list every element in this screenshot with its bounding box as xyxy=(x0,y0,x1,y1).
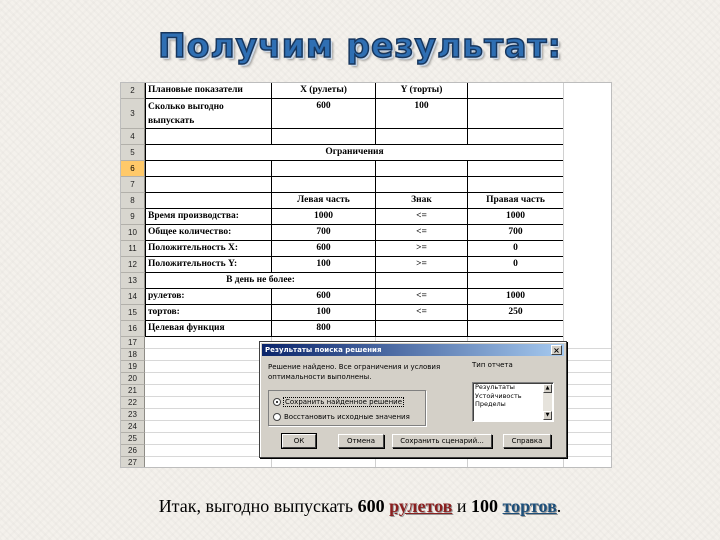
solver-results-dialog[interactable] xyxy=(259,341,567,458)
cell-a4[interactable] xyxy=(145,129,271,145)
caption-rolls-word: рулетов xyxy=(389,496,453,516)
row-header-20[interactable]: 20 xyxy=(121,373,145,385)
row-header-10[interactable]: 10 xyxy=(121,225,145,241)
row-header-8[interactable]: 8 xyxy=(121,193,145,209)
row-header-5[interactable]: 5 xyxy=(121,145,145,161)
row-header-2[interactable]: 2 xyxy=(121,83,145,99)
cell-c15[interactable]: <= xyxy=(375,305,467,321)
cell-a16[interactable]: Целевая функция xyxy=(145,321,271,337)
cell-d7[interactable] xyxy=(467,177,563,193)
row-header-12[interactable]: 12 xyxy=(121,257,145,273)
row-header-6[interactable]: 6 xyxy=(121,161,145,177)
caption-cakes-word: тортов xyxy=(502,496,557,516)
solution-option-group xyxy=(268,390,426,426)
dialog-titlebar[interactable] xyxy=(262,344,564,356)
scroll-up-icon[interactable]: ▲ xyxy=(543,384,552,393)
cell-c9[interactable]: <= xyxy=(375,209,467,225)
caption-and: и xyxy=(452,496,472,516)
cell-c11[interactable]: >= xyxy=(375,241,467,257)
cell-c12[interactable]: >= xyxy=(375,257,467,273)
cell-b2[interactable]: X (рулеты) xyxy=(271,83,375,99)
cell-b6[interactable] xyxy=(271,161,375,177)
row-header-13[interactable]: 13 xyxy=(121,273,145,289)
cancel-button[interactable]: Отмена xyxy=(338,434,384,448)
radio-restore-label: Восстановить исходные значения xyxy=(284,413,410,421)
report-type-item[interactable]: Пределы xyxy=(475,400,506,408)
ok-button[interactable]: ОК xyxy=(282,434,316,448)
cell-c16[interactable] xyxy=(375,321,467,337)
cell-a12[interactable]: Положительность Y: xyxy=(145,257,271,273)
cell-d16[interactable] xyxy=(467,321,563,337)
cell-d15[interactable]: 250 xyxy=(467,305,563,321)
row-header-22[interactable]: 22 xyxy=(121,397,145,409)
cell-a6[interactable] xyxy=(145,161,271,177)
cell-d12[interactable]: 0 xyxy=(467,257,563,273)
row-header-25[interactable]: 25 xyxy=(121,433,145,445)
cell-c2[interactable]: Y (торты) xyxy=(375,83,467,99)
cell-b15[interactable]: 100 xyxy=(271,305,375,321)
cell-c7[interactable] xyxy=(375,177,467,193)
radio-selected-icon[interactable] xyxy=(273,398,281,406)
report-type-list[interactable] xyxy=(472,382,554,422)
radio-unselected-icon[interactable] xyxy=(273,413,281,421)
cell-b14[interactable]: 600 xyxy=(271,289,375,305)
radio-keep-solution[interactable] xyxy=(273,398,403,406)
radio-keep-label: Сохранить найденное решение xyxy=(285,398,403,406)
cell-d13[interactable] xyxy=(467,273,563,289)
cell-d8[interactable]: Правая часть xyxy=(467,193,563,209)
row-header-15[interactable]: 15 xyxy=(121,305,145,321)
row-header-21[interactable]: 21 xyxy=(121,385,145,397)
row-header-4[interactable]: 4 xyxy=(121,129,145,145)
caption-period: . xyxy=(556,496,562,516)
cell-a7[interactable] xyxy=(145,177,271,193)
cell-d2[interactable] xyxy=(467,83,563,99)
row-header-3[interactable]: 3 xyxy=(121,99,145,129)
cell-a2[interactable]: Плановые показатели xyxy=(145,83,271,99)
cell-c10[interactable]: <= xyxy=(375,225,467,241)
cell-b16[interactable]: 800 xyxy=(271,321,375,337)
slide-title: Получим результат: xyxy=(158,26,562,65)
cell-b8[interactable]: Левая часть xyxy=(271,193,375,209)
cell-b4[interactable] xyxy=(271,129,375,145)
radio-restore-values[interactable] xyxy=(273,413,410,421)
row-header-9[interactable]: 9 xyxy=(121,209,145,225)
row-header-18[interactable]: 18 xyxy=(121,349,145,361)
cell-d10[interactable]: 700 xyxy=(467,225,563,241)
cell-a3[interactable]: Сколько выгодно выпускать xyxy=(145,99,271,129)
cell-a15[interactable]: тортов: xyxy=(145,305,271,321)
row-header-24[interactable]: 24 xyxy=(121,421,145,433)
caption-rolls-count: 600 xyxy=(357,496,385,516)
report-type-item[interactable]: Результаты xyxy=(475,383,515,391)
cell-c4[interactable] xyxy=(375,129,467,145)
report-type-item[interactable]: Устойчивость xyxy=(475,391,522,400)
cell-d9[interactable]: 1000 xyxy=(467,209,563,225)
cell-a11[interactable]: Положительность X: xyxy=(145,241,271,257)
cell-d14[interactable]: 1000 xyxy=(467,289,563,305)
dialog-message: Решение найдено. Все ограничения и условия оптимальности выполнены. xyxy=(268,363,441,381)
caption-cakes-count: 100 xyxy=(471,496,499,516)
row-header-17[interactable]: 17 xyxy=(121,337,145,349)
scroll-down-icon[interactable]: ▼ xyxy=(543,411,552,420)
slide-caption xyxy=(0,496,720,517)
close-icon[interactable]: × xyxy=(551,345,562,355)
cell-c13[interactable] xyxy=(375,273,467,289)
cell-d6[interactable] xyxy=(467,161,563,177)
cell-c6[interactable] xyxy=(375,161,467,177)
cell-a9[interactable]: Время производства: xyxy=(145,209,271,225)
row-header-14[interactable]: 14 xyxy=(121,289,145,305)
cell-b11[interactable]: 600 xyxy=(271,241,375,257)
cell-b3[interactable]: 600 xyxy=(271,99,375,129)
help-button[interactable]: Справка xyxy=(503,434,551,448)
cell-b10[interactable]: 700 xyxy=(271,225,375,241)
cell-b12[interactable]: 100 xyxy=(271,257,375,273)
cell-c14[interactable]: <= xyxy=(375,289,467,305)
cell-constraints-header[interactable]: Ограничения xyxy=(145,145,563,161)
row-header-23[interactable]: 23 xyxy=(121,409,145,421)
cell-a14[interactable]: рулетов: xyxy=(145,289,271,305)
cell-daily-limit-header[interactable]: В день не более: xyxy=(145,273,375,289)
row-header-19[interactable]: 19 xyxy=(121,361,145,373)
row-header-11[interactable]: 11 xyxy=(121,241,145,257)
cell-c3[interactable]: 100 xyxy=(375,99,467,129)
row-header-7[interactable]: 7 xyxy=(121,177,145,193)
dialog-title: Результаты поиска решения xyxy=(265,346,382,354)
cell-a8[interactable] xyxy=(145,193,271,209)
row-header-27[interactable]: 27 xyxy=(121,457,145,468)
row-header-16[interactable]: 16 xyxy=(121,321,145,337)
report-type-label: Тип отчета xyxy=(472,361,513,369)
row-header-26[interactable]: 26 xyxy=(121,445,145,457)
cell-c8[interactable]: Знак xyxy=(375,193,467,209)
caption-text: Итак, выгодно выпускать xyxy=(158,496,358,516)
cell-d11[interactable]: 0 xyxy=(467,241,563,257)
cell-b7[interactable] xyxy=(271,177,375,193)
cell-a10[interactable]: Общее количество: xyxy=(145,225,271,241)
cell-b9[interactable]: 1000 xyxy=(271,209,375,225)
cell-d4[interactable] xyxy=(467,129,563,145)
cell-d3[interactable] xyxy=(467,99,563,129)
report-list-scrollbar[interactable] xyxy=(543,384,552,420)
save-scenario-button[interactable]: Сохранить сценарий... xyxy=(392,434,492,448)
